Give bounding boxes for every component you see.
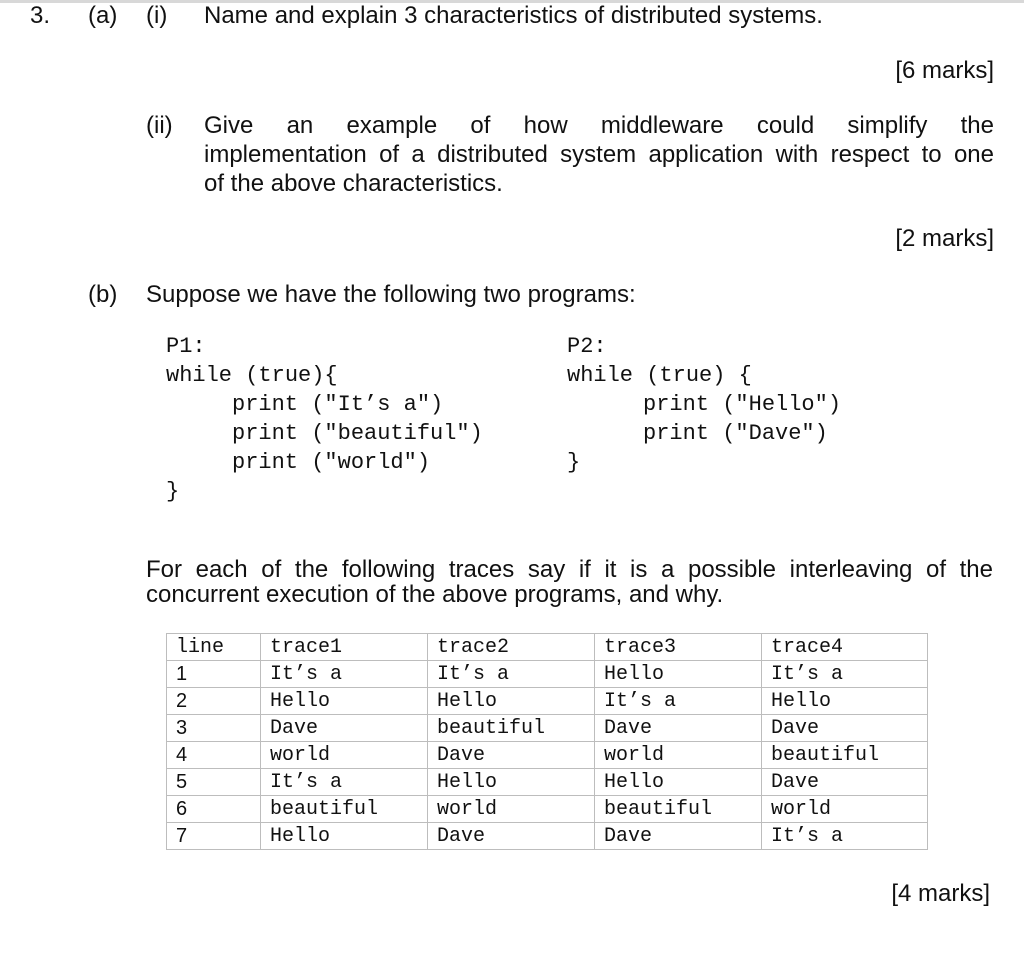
- sub-ii-line-3: of the above characteristics.: [204, 170, 503, 197]
- trace-cell: Dave: [595, 823, 762, 850]
- part-b-marks: [4 marks]: [891, 880, 990, 907]
- p2-close: }: [567, 450, 581, 475]
- p1-loop: while (true){: [166, 363, 338, 388]
- table-header-row: [167, 634, 928, 661]
- trace-cell: Dave: [428, 742, 595, 769]
- sub-ii-label: (ii): [146, 112, 173, 139]
- table-row: [167, 661, 928, 688]
- line-number: 3: [167, 715, 261, 742]
- trace-cell: It’s a: [428, 661, 595, 688]
- trace-cell: Dave: [428, 823, 595, 850]
- trace-cell: world: [595, 742, 762, 769]
- trace-cell: Dave: [762, 769, 928, 796]
- sub-ii-marks: [2 marks]: [895, 225, 994, 252]
- trace-table: [166, 633, 928, 850]
- trace-cell: Dave: [762, 715, 928, 742]
- p1-close: }: [166, 479, 180, 504]
- sub-i-label: (i): [146, 2, 168, 29]
- line-number: 6: [167, 796, 261, 823]
- p1-statement-1: print ("It’s a"): [232, 392, 444, 417]
- table-row: [167, 688, 928, 715]
- trace-cell: beautiful: [261, 796, 428, 823]
- line-number: 2: [167, 688, 261, 715]
- table-row: [167, 769, 928, 796]
- trace-cell: Dave: [595, 715, 762, 742]
- trace-cell: beautiful: [595, 796, 762, 823]
- trace-cell: It’s a: [762, 661, 928, 688]
- trace-cell: Hello: [261, 688, 428, 715]
- table-row: [167, 823, 928, 850]
- trace-cell: It’s a: [261, 661, 428, 688]
- p1-name: P1:: [166, 334, 206, 359]
- trace-cell: Hello: [595, 769, 762, 796]
- prompt-line-2: concurrent execution of the above programs, and why.: [146, 581, 724, 608]
- p1-statement-3: print ("world"): [232, 450, 431, 475]
- trace-cell: Dave: [261, 715, 428, 742]
- question-number: 3.: [30, 2, 51, 29]
- trace-cell: It’s a: [261, 769, 428, 796]
- p2-name: P2:: [567, 334, 607, 359]
- p2-statement-2: print ("Dave"): [643, 421, 828, 446]
- header-trace4: trace4: [762, 634, 928, 661]
- p2-loop: while (true) {: [567, 363, 752, 388]
- trace-cell: Hello: [428, 769, 595, 796]
- header-trace1: trace1: [261, 634, 428, 661]
- p2-statement-1: print ("Hello"): [643, 392, 842, 417]
- line-number: 4: [167, 742, 261, 769]
- sub-ii-line-2: implementation of a distributed system application with respect to one: [204, 141, 994, 168]
- trace-cell: It’s a: [595, 688, 762, 715]
- trace-cell: Hello: [595, 661, 762, 688]
- trace-cell: Hello: [261, 823, 428, 850]
- header-line: line: [167, 634, 261, 661]
- trace-cell: Hello: [428, 688, 595, 715]
- sub-i-marks: [6 marks]: [895, 57, 994, 84]
- p1-statement-2: print ("beautiful"): [232, 421, 483, 446]
- line-number: 1: [167, 661, 261, 688]
- table-row: [167, 715, 928, 742]
- trace-cell: Hello: [762, 688, 928, 715]
- part-b-intro: Suppose we have the following two programs:: [146, 281, 636, 308]
- trace-cell: world: [762, 796, 928, 823]
- header-trace2: trace2: [428, 634, 595, 661]
- part-b-label: (b): [88, 281, 118, 308]
- table-row: [167, 742, 928, 769]
- sub-i-text: Name and explain 3 characteristics of distributed systems.: [204, 2, 823, 29]
- part-a-label: (a): [88, 2, 118, 29]
- trace-cell: beautiful: [428, 715, 595, 742]
- prompt-line-1: For each of the following traces say if it is a possible interleaving of the: [146, 556, 993, 583]
- trace-cell: world: [261, 742, 428, 769]
- trace-cell: world: [428, 796, 595, 823]
- line-number: 5: [167, 769, 261, 796]
- table-row: [167, 796, 928, 823]
- trace-cell: beautiful: [762, 742, 928, 769]
- sub-ii-line-1: Give an example of how middleware could simplify the: [204, 112, 994, 139]
- header-trace3: trace3: [595, 634, 762, 661]
- line-number: 7: [167, 823, 261, 850]
- trace-cell: It’s a: [762, 823, 928, 850]
